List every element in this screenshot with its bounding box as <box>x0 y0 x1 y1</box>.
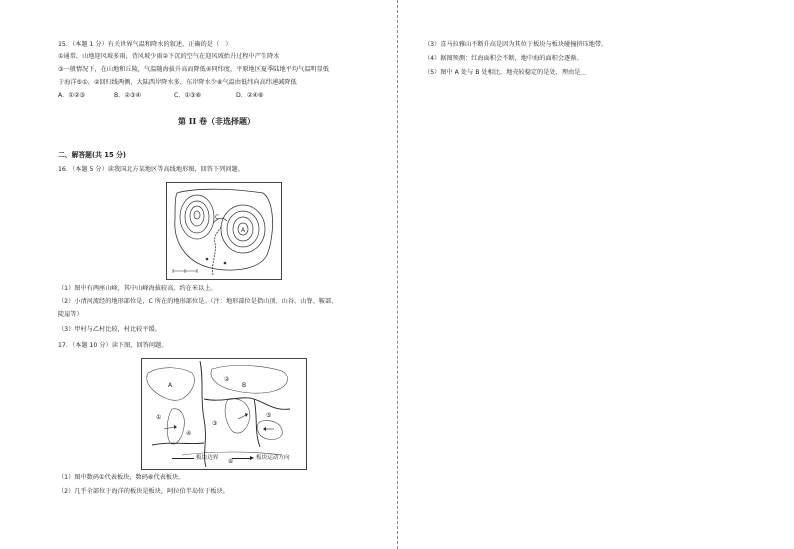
column-divider <box>397 0 398 549</box>
legend-boundary-line <box>172 458 194 459</box>
plate-num-4: ④ <box>186 430 192 437</box>
contour-label-a: A <box>241 227 246 234</box>
q16-subq-1: （1）图中有两座山峰，其中山峰海拔较高，约在米以上。 <box>58 285 217 292</box>
q16-subq-3: （3）甲村与乙村比较，村比较平缓。 <box>58 326 161 333</box>
q15-statement-1: ①通常，山地迎风坡多雨，背风坡少雨②下沉的空气在迎风坡抬升过程中产生降水 <box>58 53 280 60</box>
q17-subq-3: （3）喜马拉雅山不断升高是因为其位于板块与板块碰撞挤压地带。 <box>424 41 608 48</box>
q15-option-d[interactable]: D．②④⑥ <box>236 92 264 99</box>
q17-subq-2: （2）几乎全部位于海洋的板块是板块，阿拉伯半岛位于板块。 <box>58 488 229 495</box>
q17-stem: 17．（本题 10 分）读下图，回答问题。 <box>58 342 168 349</box>
legend-motion-label: 板块运动方向 <box>256 455 290 461</box>
q15-option-a[interactable]: A．①②③ <box>58 92 86 99</box>
q17-subq-4: （4）据图预测：红海面积会不断，地中海的面积会逐渐。 <box>424 55 583 62</box>
contour-map <box>166 182 282 280</box>
plate-map-drawing <box>142 359 306 469</box>
q16-subq-2b: 陡崖等） <box>58 311 83 318</box>
q15-stem: 15．（本题 1 分）有关世界气温和降水的叙述，正确的是（ ） <box>58 41 232 48</box>
legend-arrow-icon <box>250 456 254 460</box>
plate-num-1: ① <box>156 414 162 421</box>
section-title: 第 II 卷（非选择题） <box>178 116 256 126</box>
legend-boundary-label: 板块边界 <box>196 455 219 461</box>
contour-map-drawing <box>167 183 281 279</box>
q17-subq-1: （1）图中数码①代表板块，数码⑥代表板块。 <box>58 474 185 481</box>
contour-label-c: C <box>215 214 220 221</box>
plate-num-3: ③ <box>212 420 218 427</box>
q15-statement-3: 于海洋⑤①、②回归线两侧，大陆西岸降水多，东岸降水少⑥气温由低纬向高纬递减降低 <box>58 79 297 86</box>
q15-statement-2: ③一般情况下，在山地和丘陵，气温随海拔升高而降低④同纬度，平原地区夏季陆地平均气温明显低 <box>58 66 329 73</box>
section-heading: 二、解答题(共 15 分) <box>58 151 126 159</box>
q17-subq-5: （5）图中 A 处与 B 处相比，地壳较稳定的是处，理由是＿ <box>424 69 587 76</box>
legend-motion-line <box>232 458 252 459</box>
plate-label-a: A <box>168 382 173 389</box>
q15-option-b[interactable]: B．②③④ <box>114 92 142 99</box>
plate-num-2: ② <box>224 376 230 383</box>
plate-label-b: B <box>242 382 247 389</box>
q15-option-c[interactable]: C．①③⑥ <box>174 92 202 99</box>
plate-num-5: ⑤ <box>266 412 272 419</box>
q16-stem: 16．（本题 5 分）读我国北方某地区等高线地形图，回答下列问题。 <box>58 166 244 173</box>
q16-subq-2a: （2）小清河流经的地形部位是，C 所在的地形部位是。（注：地形部位是指山顶、山谷、山脊、鞍部、 <box>58 298 338 305</box>
plate-map <box>141 358 307 470</box>
plate-num-6: ⑥ <box>228 458 234 465</box>
